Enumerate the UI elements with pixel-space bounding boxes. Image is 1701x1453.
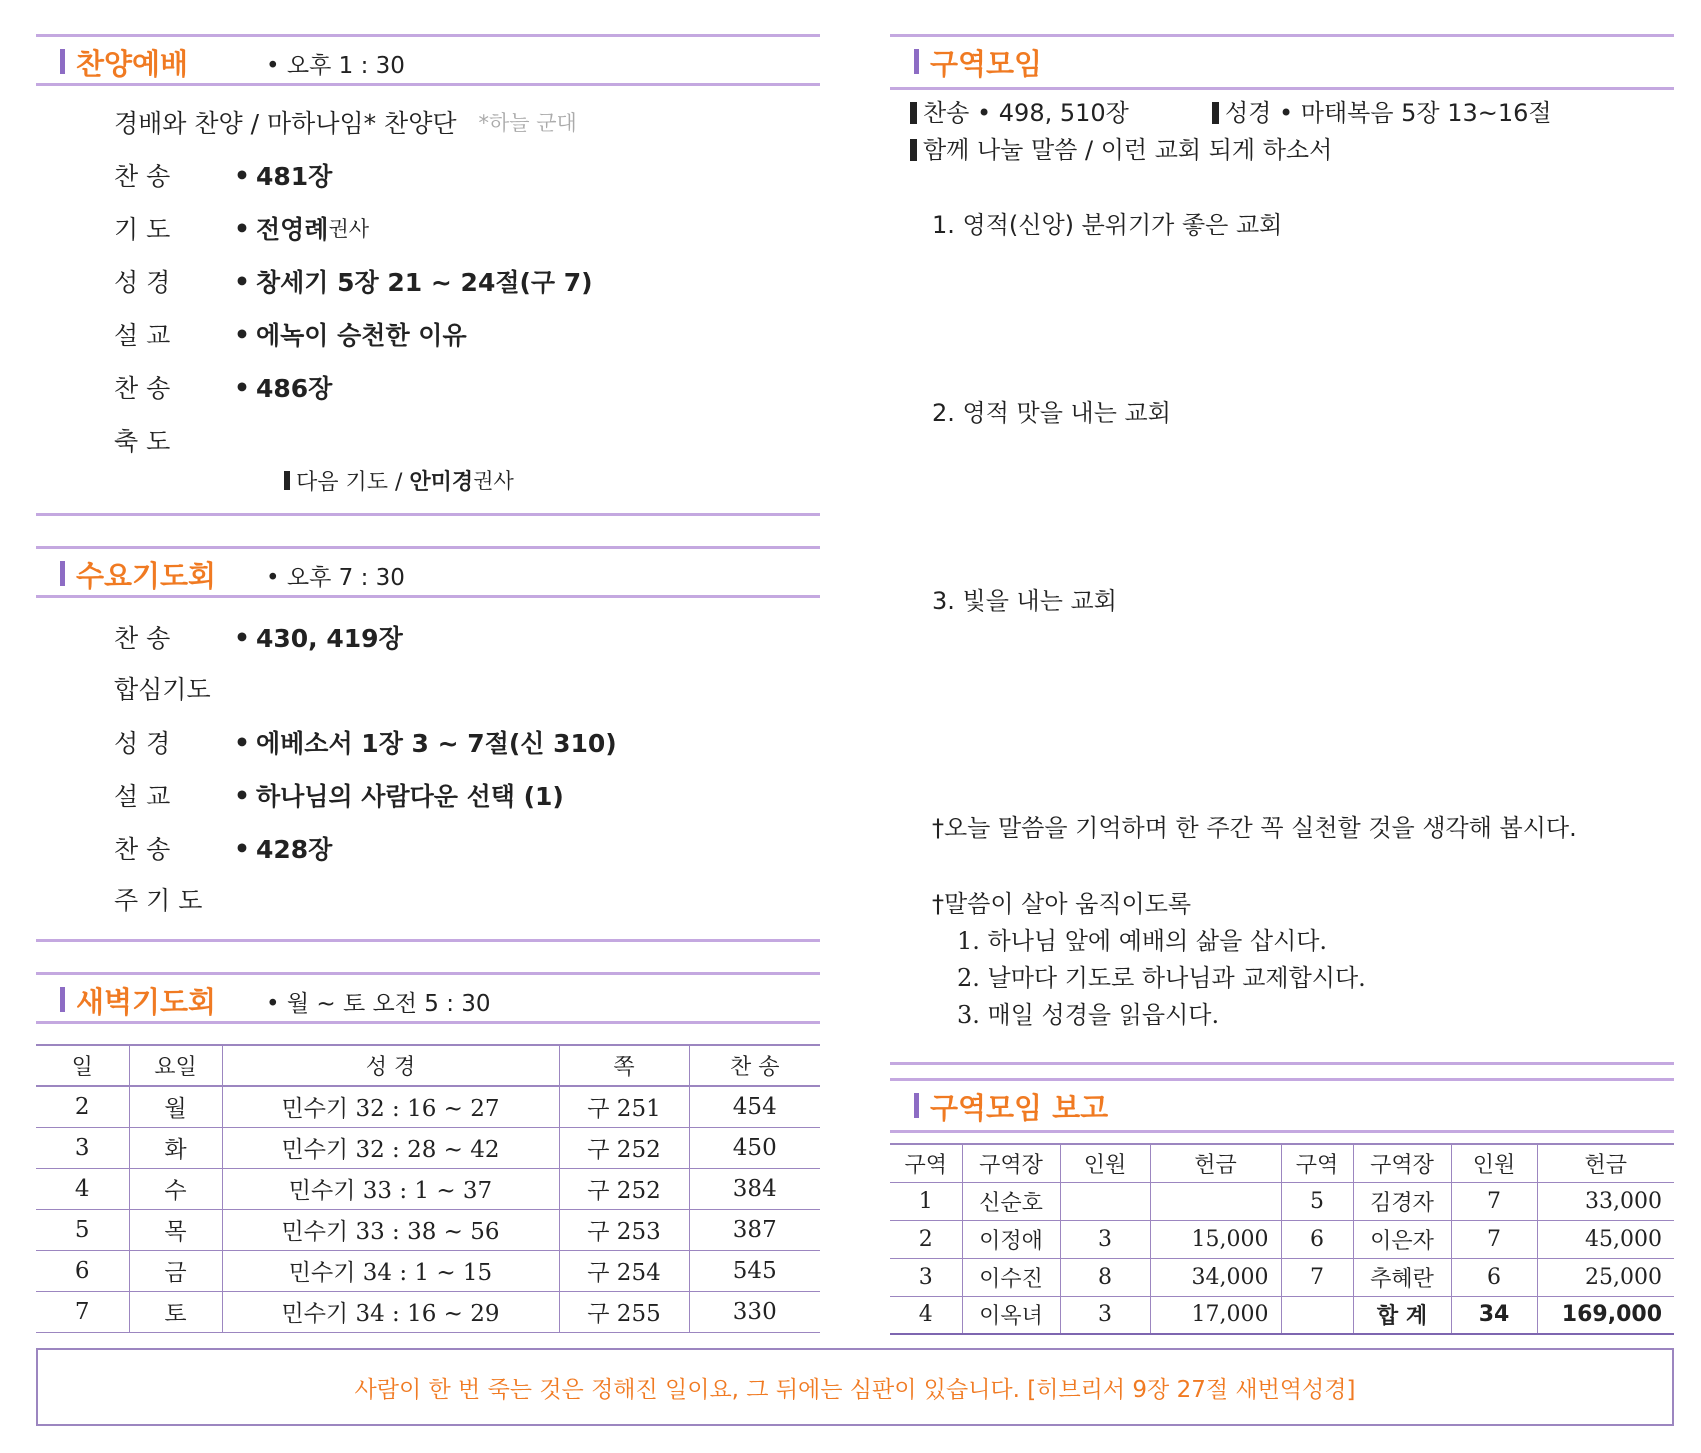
bullet-mark bbox=[910, 102, 917, 124]
next-prayer-name: 안미경 bbox=[409, 469, 474, 495]
table-cell: 구 255 bbox=[559, 1291, 689, 1332]
next-prayer bbox=[284, 462, 514, 498]
praise-row: 찬 송 • 486장 bbox=[114, 369, 332, 405]
table-cell: 25,000 bbox=[1537, 1258, 1674, 1296]
table-cell: 김경자 bbox=[1353, 1182, 1451, 1220]
row-label: 설 교 bbox=[114, 782, 171, 811]
praise-time: • 오후 1 : 30 bbox=[266, 53, 405, 79]
district-scripture-text: 성경 • 마태복음 5장 13~16절 bbox=[1225, 99, 1552, 127]
table-row bbox=[890, 1220, 1674, 1258]
praise-row bbox=[114, 422, 234, 458]
table-cell: 6 bbox=[1451, 1258, 1537, 1296]
row-label: 주 기 도 bbox=[114, 886, 203, 915]
table-cell: 이정애 bbox=[962, 1220, 1060, 1258]
divider bbox=[36, 939, 820, 942]
column-header: 요일 bbox=[129, 1045, 222, 1086]
column-header: 구역 bbox=[890, 1144, 962, 1182]
column-header: 일 bbox=[36, 1045, 129, 1086]
table-row bbox=[36, 1086, 820, 1127]
wednesday-row bbox=[114, 670, 211, 706]
praise-intro-note: *하늘 군대 bbox=[478, 111, 577, 135]
table-cell: 6 bbox=[36, 1250, 129, 1291]
table-cell: 4 bbox=[36, 1168, 129, 1209]
district-title: 구역모임 bbox=[930, 47, 1043, 81]
table-cell: 구 254 bbox=[559, 1250, 689, 1291]
row-label: 찬 송 bbox=[114, 624, 171, 653]
row-value: 창세기 5장 21 ~ 24절(구 7) bbox=[256, 268, 593, 297]
table-cell: 민수기 34 : 1 ~ 15 bbox=[222, 1250, 559, 1291]
row-value: 에베소서 1장 3 ~ 7절(신 310) bbox=[256, 729, 617, 758]
table-row bbox=[36, 1291, 820, 1332]
table-cell: 1 bbox=[890, 1182, 962, 1220]
table-cell: 17,000 bbox=[1150, 1296, 1281, 1334]
table-cell: 6 bbox=[1281, 1220, 1353, 1258]
table-cell: 450 bbox=[689, 1127, 820, 1168]
wednesday-row: 설 교 • 하나님의 사람다운 선택 (1) bbox=[114, 777, 564, 813]
table-cell: 월 bbox=[129, 1086, 222, 1127]
table-cell: 토 bbox=[129, 1291, 222, 1332]
row-value: 전영례 bbox=[256, 215, 329, 244]
table-cell: 330 bbox=[689, 1291, 820, 1332]
section-marker bbox=[914, 1093, 919, 1118]
next-prayer-title: 권사 bbox=[473, 469, 514, 493]
wednesday-row: 찬 송 • 430, 419장 bbox=[114, 619, 403, 655]
table-cell: 45,000 bbox=[1537, 1220, 1674, 1258]
praise-row: 기 도 • 전영례 권사 bbox=[114, 210, 369, 246]
row-label: 찬 송 bbox=[114, 374, 171, 403]
column-header: 찬 송 bbox=[689, 1045, 820, 1086]
praise-title: 찬양예배 bbox=[76, 47, 189, 81]
district-hymn-text: 찬송 • 498, 510장 bbox=[923, 99, 1129, 127]
table-cell: 3 bbox=[1060, 1220, 1150, 1258]
table-cell: 목 bbox=[129, 1209, 222, 1250]
table-cell: 민수기 32 : 28 ~ 42 bbox=[222, 1127, 559, 1168]
footer-verse: 사람이 한 번 죽는 것은 정해진 일이요, 그 뒤에는 심판이 있습니다. [히브리서 9장 27절 새번역성경] bbox=[354, 1376, 1356, 1403]
wednesday-time: • 오후 7 : 30 bbox=[266, 565, 405, 591]
footer-verse-box bbox=[36, 1348, 1674, 1426]
table-cell: 7 bbox=[1281, 1258, 1353, 1296]
table-cell: 3 bbox=[890, 1258, 962, 1296]
table-cell: 2 bbox=[890, 1220, 962, 1258]
row-label: 성 경 bbox=[114, 729, 171, 758]
table-cell bbox=[1060, 1182, 1150, 1220]
table-cell: 3 bbox=[1060, 1296, 1150, 1334]
row-label: 기 도 bbox=[114, 215, 171, 244]
column-header: 구역장 bbox=[1353, 1144, 1451, 1182]
column-header: 성 경 bbox=[222, 1045, 559, 1086]
wednesday-row bbox=[114, 881, 202, 917]
bullet-mark bbox=[910, 139, 917, 161]
dawn-time: • 월 ~ 토 오전 5 : 30 bbox=[266, 991, 491, 1017]
next-prayer-label: 다음 기도 / bbox=[296, 469, 403, 495]
row-label: 찬 송 bbox=[114, 835, 171, 864]
row-sub: 권사 bbox=[328, 217, 370, 241]
praise-intro-text: 경배와 찬양 / 마하나임* 찬양단 bbox=[114, 109, 457, 138]
divider bbox=[36, 513, 820, 516]
table-cell: 민수기 32 : 16 ~ 27 bbox=[222, 1086, 559, 1127]
table-cell: 545 bbox=[689, 1250, 820, 1291]
table-row bbox=[890, 1258, 1674, 1296]
dawn-schedule-table bbox=[36, 1044, 820, 1333]
total-offering: 169,000 bbox=[1537, 1296, 1674, 1334]
row-value: 하나님의 사람다운 선택 (1) bbox=[256, 782, 564, 811]
bullet-mark bbox=[284, 471, 290, 490]
district-scripture bbox=[1212, 93, 1552, 128]
point-item: 3. 빛을 내는 교회 bbox=[932, 587, 1117, 615]
wednesday-title: 수요기도회 bbox=[76, 559, 217, 593]
row-value: 430, 419장 bbox=[256, 624, 403, 653]
table-cell: 이수진 bbox=[962, 1258, 1060, 1296]
table-header-row bbox=[890, 1144, 1674, 1182]
table-row bbox=[36, 1168, 820, 1209]
wednesday-row: 찬 송 • 428장 bbox=[114, 830, 332, 866]
column-header: 인원 bbox=[1451, 1144, 1537, 1182]
row-label: 설 교 bbox=[114, 321, 171, 350]
praise-row: 성 경 • 창세기 5장 21 ~ 24절(구 7) bbox=[114, 263, 593, 299]
row-label: 성 경 bbox=[114, 268, 171, 297]
dawn-header bbox=[36, 972, 820, 1024]
point-item: 1. 영적(신앙) 분위기가 좋은 교회 bbox=[932, 211, 1283, 239]
section-marker bbox=[60, 49, 65, 74]
table-cell: 민수기 33 : 38 ~ 56 bbox=[222, 1209, 559, 1250]
table-cell: 5 bbox=[1281, 1182, 1353, 1220]
table-row bbox=[36, 1209, 820, 1250]
table-row bbox=[890, 1296, 1674, 1334]
row-label: 찬 송 bbox=[114, 162, 171, 191]
table-cell: 34,000 bbox=[1150, 1258, 1281, 1296]
table-cell: 7 bbox=[36, 1291, 129, 1332]
table-cell: 5 bbox=[36, 1209, 129, 1250]
table-cell: 구 252 bbox=[559, 1127, 689, 1168]
row-value: 에녹이 승천한 이유 bbox=[256, 321, 467, 350]
total-label: 합 계 bbox=[1353, 1296, 1451, 1334]
row-value: 428장 bbox=[256, 835, 333, 864]
section-marker bbox=[60, 561, 65, 586]
district-header bbox=[890, 34, 1674, 90]
bullet-mark bbox=[1212, 102, 1219, 124]
report-header bbox=[890, 1078, 1674, 1133]
table-cell: 이은자 bbox=[1353, 1220, 1451, 1258]
table-cell: 7 bbox=[1451, 1182, 1537, 1220]
row-value: 481장 bbox=[256, 162, 333, 191]
praise-intro bbox=[114, 104, 577, 140]
table-row bbox=[36, 1127, 820, 1168]
praise-row: 설 교 • 에녹이 승천한 이유 bbox=[114, 316, 467, 352]
table-cell: 구 253 bbox=[559, 1209, 689, 1250]
table-cell: 7 bbox=[1451, 1220, 1537, 1258]
table-cell: 신순호 bbox=[962, 1182, 1060, 1220]
table-cell: 추혜란 bbox=[1353, 1258, 1451, 1296]
table-header-row bbox=[36, 1045, 820, 1086]
column-header: 쪽 bbox=[559, 1045, 689, 1086]
district-report-table bbox=[890, 1143, 1674, 1335]
table-cell: 구 251 bbox=[559, 1086, 689, 1127]
table-cell: 금 bbox=[129, 1250, 222, 1291]
table-cell: 15,000 bbox=[1150, 1220, 1281, 1258]
row-value: 486장 bbox=[256, 374, 333, 403]
table-cell: 454 bbox=[689, 1086, 820, 1127]
table-cell: 387 bbox=[689, 1209, 820, 1250]
column-header: 헌금 bbox=[1537, 1144, 1674, 1182]
row-label: 합심기도 bbox=[114, 675, 211, 704]
section-marker bbox=[914, 49, 919, 74]
column-header: 헌금 bbox=[1150, 1144, 1281, 1182]
table-cell: 4 bbox=[890, 1296, 962, 1334]
praise-header bbox=[36, 34, 820, 86]
practice-item: 3. 매일 성경을 읽읍시다. bbox=[957, 1001, 1220, 1029]
reflection-text: †오늘 말씀을 기억하며 한 주간 꼭 실천할 것을 생각해 봅시다. bbox=[932, 814, 1577, 842]
column-header: 구역장 bbox=[962, 1144, 1060, 1182]
practice-item: 2. 날마다 기도로 하나님과 교제합시다. bbox=[957, 964, 1366, 992]
point-item: 2. 영적 맛을 내는 교회 bbox=[932, 399, 1171, 427]
table-cell bbox=[1281, 1296, 1353, 1334]
district-shared-word-text: 함께 나눌 말씀 / 이런 교회 되게 하소서 bbox=[923, 136, 1333, 164]
column-header: 구역 bbox=[1281, 1144, 1353, 1182]
table-cell: 2 bbox=[36, 1086, 129, 1127]
table-row bbox=[890, 1182, 1674, 1220]
practice-item: 1. 하나님 앞에 예배의 삶을 삽시다. bbox=[957, 927, 1328, 955]
practice-title: †말씀이 살아 움직이도록 bbox=[932, 890, 1192, 918]
dawn-title: 새벽기도회 bbox=[76, 985, 217, 1019]
total-count: 34 bbox=[1451, 1296, 1537, 1334]
wednesday-row: 성 경 • 에베소서 1장 3 ~ 7절(신 310) bbox=[114, 724, 617, 760]
row-label: 축 도 bbox=[114, 427, 171, 456]
table-cell: 3 bbox=[36, 1127, 129, 1168]
table-cell: 민수기 34 : 16 ~ 29 bbox=[222, 1291, 559, 1332]
column-header: 인원 bbox=[1060, 1144, 1150, 1182]
table-cell: 384 bbox=[689, 1168, 820, 1209]
table-cell: 8 bbox=[1060, 1258, 1150, 1296]
report-title: 구역모임 보고 bbox=[930, 1091, 1109, 1125]
divider bbox=[890, 1062, 1674, 1065]
praise-row: 찬 송 • 481장 bbox=[114, 157, 332, 193]
section-marker bbox=[60, 987, 65, 1012]
table-cell: 화 bbox=[129, 1127, 222, 1168]
wednesday-header bbox=[36, 546, 820, 598]
table-row bbox=[36, 1250, 820, 1291]
table-cell bbox=[1150, 1182, 1281, 1220]
table-cell: 구 252 bbox=[559, 1168, 689, 1209]
district-shared-word bbox=[910, 130, 1332, 165]
table-cell: 이옥녀 bbox=[962, 1296, 1060, 1334]
table-cell: 수 bbox=[129, 1168, 222, 1209]
district-hymn bbox=[910, 93, 1129, 128]
table-cell: 민수기 33 : 1 ~ 37 bbox=[222, 1168, 559, 1209]
table-cell: 33,000 bbox=[1537, 1182, 1674, 1220]
